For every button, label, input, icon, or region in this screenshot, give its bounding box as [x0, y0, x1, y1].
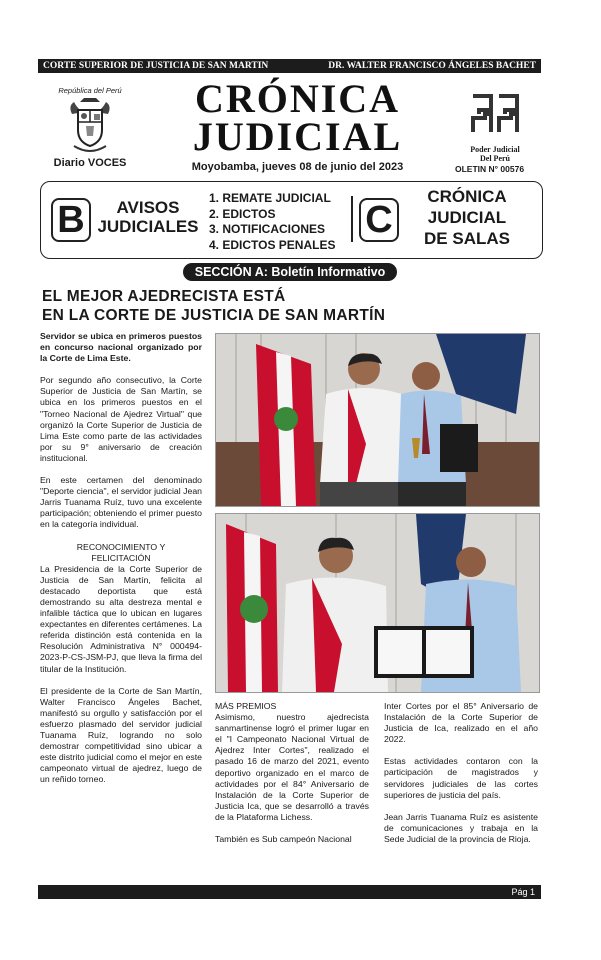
- cronica-salas-line1: CRÓNICA: [427, 187, 507, 206]
- award-photo-2-image: [216, 514, 539, 692]
- page-number: Pág 1: [511, 887, 535, 897]
- paragraph: El presidente de la Corte de San Martín, Walter Francisco Ángeles Bachet, manifestó su orgullo y satisfacción por el esfuerzo plasmado del servidor judicial Tuanama Ruíz, logrando no solo demostrar competitividad sino ubicar a este distrito judicial como el mejor en este campeonato virtual de ajedrez, luego de un reñido torneo.: [40, 685, 202, 785]
- letter-c-badge: C: [359, 198, 399, 242]
- court-name: CORTE SUPERIOR DE JUSTICIA DE SAN MARTIN: [43, 61, 269, 71]
- paragraph: También es Sub campeón Nacional: [215, 834, 352, 845]
- cronica-salas-title: [403, 186, 531, 249]
- boletin-number: OLETIN N° 00576: [455, 164, 525, 174]
- article-lead: Servidor se ubica en primeros puestos en concurso nacional organizado por la Corte de Lima Este.: [40, 331, 202, 364]
- masthead-title: [180, 76, 415, 159]
- subheading: [40, 542, 202, 564]
- voces-label: VOCES: [87, 157, 127, 169]
- avisos-panel: [40, 181, 543, 259]
- subheading-line2: FELICITACIÓN: [91, 552, 151, 563]
- article-column-2: [215, 701, 369, 856]
- coat-of-arms-icon: [66, 96, 114, 156]
- paragraph: En este certamen del denominado "Deporte ciencia", el servidor judicial Jean Jarris Tuanama Ruíz, tuvo una excelente participación; obteniendo el primer puesto en la categoría individual.: [40, 475, 202, 530]
- section-label: SECCIÓN A: Boletín Informativo: [183, 263, 397, 281]
- diario-label: Diario: [53, 157, 88, 169]
- poder-judicial-line2: Del Perú: [480, 154, 510, 163]
- president-name: DR. WALTER FRANCISCO ÁNGELES BACHET: [328, 61, 536, 71]
- award-photo-2: [215, 513, 540, 693]
- award-photo-1-image: [216, 334, 539, 506]
- avisos-title-line2: JUDICIALES: [97, 217, 199, 236]
- paragraph: Asimismo, nuestro ajedrecista sanmartinense logró el primer lugar en el "I Campeonato Nacional Virtual de Ajedrez Inter Cortes", realizado el pasado 16 de marzo del 2021, evento deportivo organizado en el marco de actividades por el 84° Aniversario de Instalación de la Corte Superior de Justicia Ica, que se desarrolló a través de la Plataforma Lichess.: [215, 712, 369, 822]
- avisos-judiciales-title: [89, 198, 207, 236]
- footer-bar: [38, 885, 541, 899]
- article-headline: [42, 287, 542, 325]
- cronica-salas-line2: JUDICIAL: [427, 208, 507, 227]
- list-item: 3. NOTIFICACIONES: [209, 222, 326, 236]
- article-column-1: [40, 331, 202, 796]
- cronica-salas-line3: DE SALAS: [424, 229, 510, 248]
- paragraph: Jean Jarris Tuanama Ruíz es asistente de comunicaciones y trabaja en la Sede Judicial de la provincia de Rioja.: [384, 811, 538, 844]
- article-column-3: [384, 701, 538, 856]
- avisos-title-line1: AVISOS: [116, 198, 180, 217]
- issue-date: Moyobamba, jueves 08 de junio del 2023: [191, 161, 404, 173]
- poder-judicial-icon: [469, 92, 521, 136]
- headline-line2: EN LA CORTE DE JUSTICIA DE SAN MARTÍN: [42, 307, 386, 324]
- paragraph: Estas actividades contaron con la participación de magistrados y servidores judiciales de las cortes superiores de justicia del país.: [384, 756, 538, 800]
- poder-judicial-line1: Poder Judicial: [470, 145, 520, 154]
- paragraph: Inter Cortes por el 85° Aniversario de Instalación de la Corte Superior de Justicia de Ica, realizado en el año 2022.: [384, 701, 538, 745]
- title-line-1: CRÓNICA: [194, 76, 401, 121]
- top-banner: [38, 59, 541, 73]
- paragraph: La Presidencia de la Corte Superior de Justicia de San Martín, felicita al destacado deportista que está demostrando su alta destreza mental e infalible táctica que lo ubican en lugares expectantes en diferentes certámenes. La referida distinción está contenida en la Resolución Administrativa N° 000494-2023-P-CS-JSM-PJ, que lleva la firma del titular de la Institución.: [40, 563, 202, 674]
- poder-judicial-name: [455, 145, 535, 163]
- divider: [351, 196, 353, 242]
- paragraph: Por segundo año consecutivo, la Corte Superior de Justicia de San Martín, se ubica en los primeros puestos en el "Torneo Nacional de Ajedrez Virtual" que organizó la Corte Superior de Justicia de Lima Este como parte de las actividades por su 9° aniversario de creación institucional.: [40, 375, 202, 463]
- award-photo-1: [215, 333, 540, 507]
- list-item: 4. EDICTOS PENALES: [209, 237, 336, 252]
- diario-voces-logo: [50, 86, 130, 176]
- letter-b-badge: B: [51, 198, 91, 242]
- headline-line1: EL MEJOR AJEDRECISTA ESTÁ: [42, 288, 286, 305]
- subheading-mas-premios: MÁS PREMIOS: [215, 701, 277, 711]
- avisos-list: [209, 191, 335, 253]
- list-item: 1. REMATE JUDICIAL: [209, 191, 331, 205]
- title-line-2: JUDICIAL: [192, 114, 403, 159]
- republica-label: República del Perú: [58, 86, 122, 95]
- subheading-line1: RECONOCIMIENTO Y: [76, 541, 166, 552]
- list-item: 2. EDICTOS: [209, 206, 276, 221]
